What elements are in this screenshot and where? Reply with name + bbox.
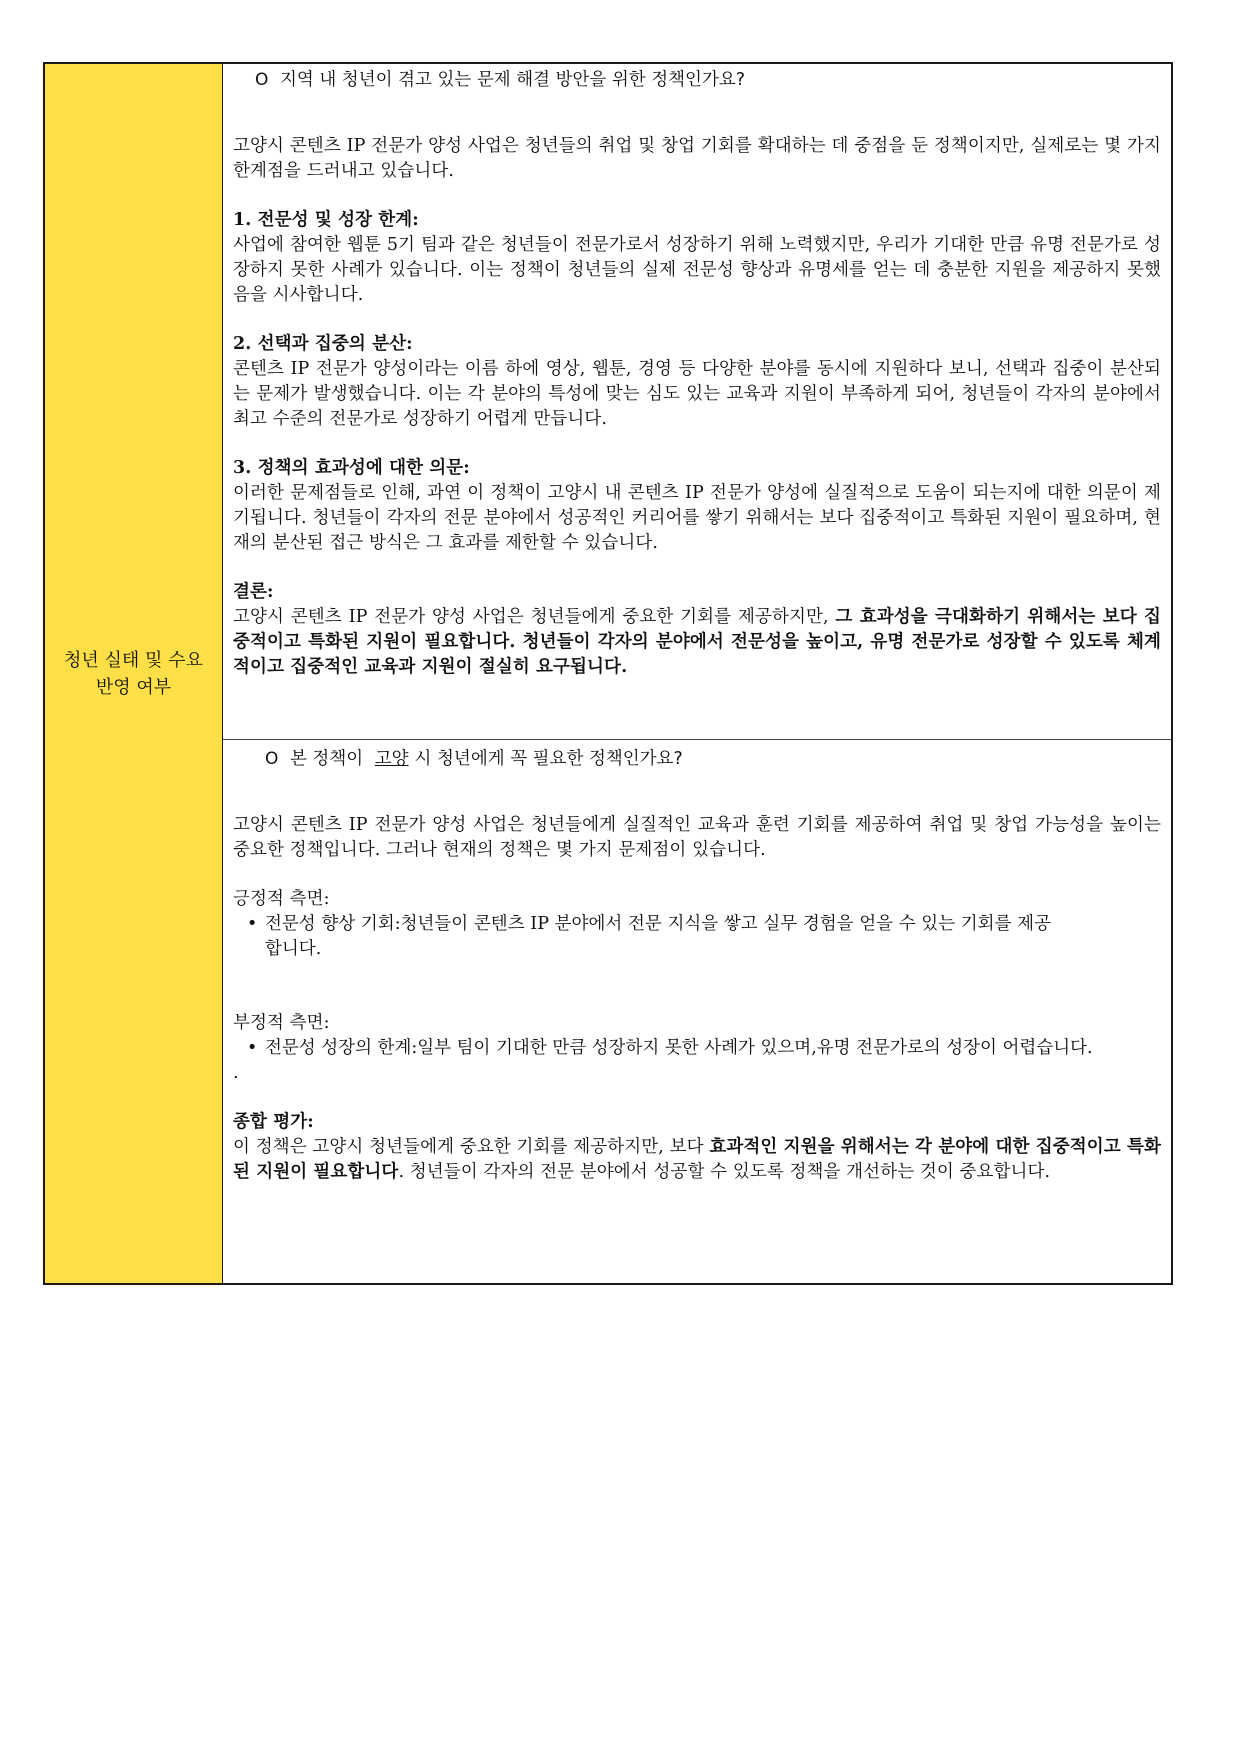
circle-bullet-icon: O: [255, 70, 269, 90]
q1-conclusion-plain: 고양시 콘텐츠 IP 전문가 양성 사업은 청년들에게 중요한 기회를 제공하지만,: [233, 607, 836, 627]
content-column: [223, 64, 1171, 1283]
question-2-title: [233, 746, 1161, 772]
question-1-text: 지역 내 청년이 겪고 있는 문제 해결 방안을 위한 정책인가요?: [279, 70, 746, 90]
question-2-city: 고양: [374, 749, 409, 769]
q2-overall: [233, 1110, 1161, 1185]
q1-conclusion: [233, 580, 1161, 680]
q2-negative-heading: 부정적 측면:: [233, 1013, 330, 1033]
q2-negative-list: [233, 1036, 1161, 1061]
q2-negative: [233, 1011, 1161, 1086]
q1-point-2-body: 콘텐츠 IP 전문가 양성이라는 이름 하에 영상, 웹툰, 경영 등 다양한 분야를 동시에 지원하다 보니, 선택과 집중이 분산되는 문제가 발생했습니다. 이는 각 분야의 특성에 맞는 심도 있는 교육과 지원이 부족하게 되어, 청년들이 각자의 분야에서 최고 수준의 전문가로 성장하기 어렵게 만듭니다.: [233, 359, 1161, 429]
q2-intro: 고양시 콘텐츠 IP 전문가 양성 사업은 청년들에게 실질적인 교육과 훈련 기회를 제공하여 취업 및 창업 가능성을 높이는 중요한 정책입니다. 그러나 현재의 정책은 몇 가지 문제점이 있습니다.: [233, 815, 1161, 860]
q2-positive: [233, 887, 1161, 962]
circle-bullet-icon: O: [265, 749, 279, 769]
q2-positive-item: 전문성 향상 기회:청년들이 콘텐츠 IP 분야에서 전문 지식을 쌓고 실무 경험을 얻을 수 있는 기회를 제공합니다.: [265, 914, 1051, 959]
q1-point-1: [233, 208, 1161, 308]
row-label-cell: [45, 64, 223, 1283]
q1-point-2: [233, 332, 1161, 432]
q2-overall-plain-1: 이 정책은 고양시 청년들에게 중요한 기회를 제공하지만, 보다: [233, 1137, 710, 1157]
q1-point-2-heading: 2. 선택과 집중의 분산:: [233, 334, 413, 354]
q2-positive-heading: 긍정적 측면:: [233, 889, 330, 909]
question-2-suffix: 시 청년에게 꼭 필요한 정책인가요?: [414, 749, 683, 769]
q2-overall-plain-2: . 청년들이 각자의 전문 분야에서 성공할 수 있도록 정책을 개선하는 것이 중요합니다.: [398, 1162, 1051, 1182]
q1-point-1-heading: 1. 전문성 및 성장 한계:: [233, 210, 419, 230]
q1-point-1-body: 사업에 참여한 웹툰 5기 팀과 같은 청년들이 전문가로서 성장하기 위해 노력했지만, 우리가 기대한 만큼 유명 전문가로 성장하지 못한 사례가 있습니다. 이는 정책이 청년들의 실제 전문성 향상과 유명세를 얻는 데 충분한 지원을 제공하지 못했음을 시사합니다.: [233, 235, 1161, 305]
q2-negative-item: 전문성 성장의 한계:일부 팀이 기대한 만큼 성장하지 못한 사례가 있으며,유명 전문가로의 성장이 어렵습니다.: [265, 1038, 1093, 1058]
q2-positive-list: [233, 912, 1161, 962]
question-2-section: [223, 740, 1171, 1283]
question-2-prefix: 본 정책이: [289, 749, 364, 769]
q1-point-3: [233, 456, 1161, 556]
q2-overall-heading: 종합 평가:: [233, 1112, 314, 1132]
q1-point-3-body: 이러한 문제점들로 인해, 과연 이 정책이 고양시 내 콘텐츠 IP 전문가 양성에 실질적으로 도움이 되는지에 대한 의문이 제기됩니다. 청년들이 각자의 전문 분야에서 성공적인 커리어를 쌓기 위해서는 보다 집중적이고 특화된 지원이 필요하며, 현재의 분산된 접근 방식은 그 효과를 제한할 수 있습니다.: [233, 483, 1161, 553]
q2-overall-bold: 효과적인 지원을 위해서는 각 분야에 대한 집중적이고 특화된 지원이 필요합니다: [233, 1137, 1161, 1182]
question-1-section: [223, 64, 1171, 740]
q1-point-3-heading: 3. 정책의 효과성에 대한 의문:: [233, 458, 470, 478]
q1-conclusion-heading: 결론:: [233, 582, 274, 602]
q2-overall-body: [233, 1135, 1161, 1185]
stray-dot: .: [233, 1063, 239, 1083]
evaluation-table: [43, 62, 1173, 1285]
row-label-text: 청년 실태 및 수요 반영 여부: [64, 649, 203, 698]
q1-intro: 고양시 콘텐츠 IP 전문가 양성 사업은 청년들의 취업 및 창업 기회를 확대하는 데 중점을 둔 정책이지만, 실제로는 몇 가지 한계점을 드러내고 있습니다.: [233, 136, 1161, 181]
row-label: [58, 647, 209, 701]
question-1-title: [233, 67, 1161, 93]
list-item: [265, 1036, 1161, 1061]
q1-conclusion-body: [233, 605, 1161, 680]
list-item: [265, 912, 1161, 962]
q1-conclusion-bold: 그 효과성을 극대화하기 위해서는 보다 집중적이고 특화된 지원이 필요합니다. 청년들이 각자의 분야에서 전문성을 높이고, 유명 전문가로 성장할 수 있도록 체계적이고 집중적인 교육과 지원이 절실히 요구됩니다.: [233, 607, 1162, 677]
